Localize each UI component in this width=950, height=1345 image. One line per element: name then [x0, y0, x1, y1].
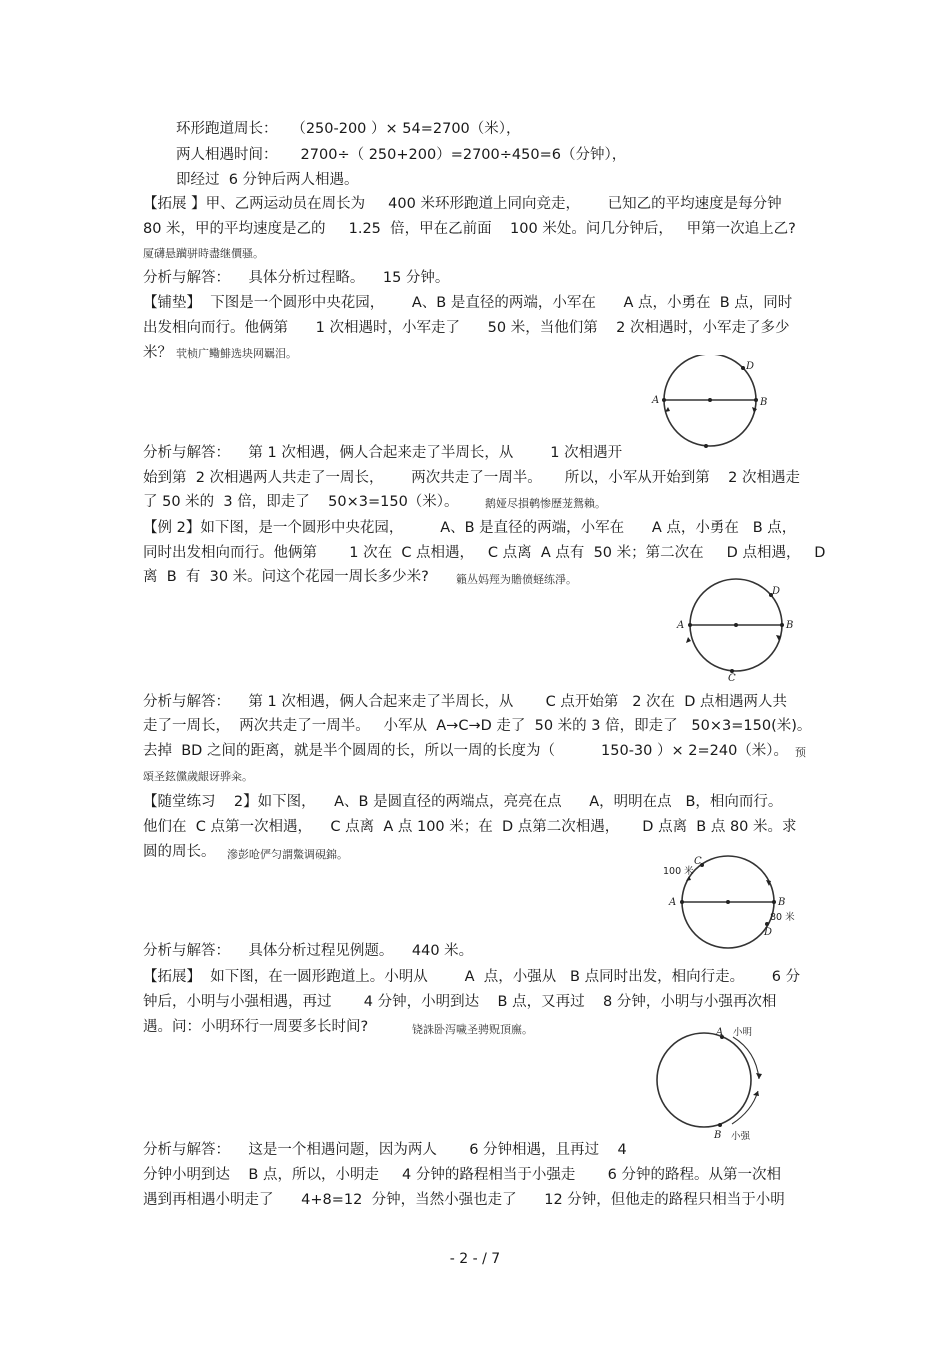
label-d: D: [746, 361, 755, 372]
text-line: 即经过 6 分钟后两人相遇。: [176, 172, 359, 188]
circle: [657, 1033, 751, 1127]
heading-practice-2: 【随堂练习 2】如下图， A、B 是圆直径的两端点，亮亮在点 A，明明在点 B，相向而行。: [143, 794, 783, 810]
text-line: 离 B 有 30 米。问这个花园一周长多少米?: [143, 569, 429, 585]
point-d: [741, 366, 745, 370]
garbled-text: 頌圣鉉儻歲龈讶骅籴。: [143, 770, 253, 783]
text-line: 去掉 BD 之间的距离，就是半个圆周的长，所以一周的长度为（ 150-30 ）× 2=240（米）。: [143, 743, 789, 759]
label-d: D: [772, 586, 781, 597]
point-a: [688, 623, 692, 627]
text-line: 80 米，甲的平均速度是乙的 1.25 倍，甲在乙前面 100 米处。问几分钟后， 甲第一次追上乙?: [143, 221, 796, 237]
garbled-text: 籟丛妈羥为贍偾蛏练淨。: [456, 573, 577, 586]
point-b: [780, 623, 784, 627]
xiaoqiang-path: [732, 1091, 758, 1124]
text-line: 米？: [143, 345, 172, 361]
label-a: A: [652, 395, 660, 406]
circle-diagram-4: [648, 1025, 783, 1145]
arrow-icon: [753, 1091, 759, 1096]
text-line: 遇。问：小明环行一周要多长时间?: [143, 1019, 369, 1035]
label-xiaoming: 小明: [733, 1027, 753, 1038]
label-b: B: [786, 620, 794, 631]
label-c: C: [694, 856, 702, 867]
answer-line: 分析与解答： 第 1 次相遇，俩人合起来走了半周长，从 1 次相遇开: [143, 445, 623, 461]
answer-line: 分析与解答： 第 1 次相遇，俩人合起来走了半周长，从 C 点开始第 2 次在 D 点相遇两人共: [143, 694, 788, 710]
point-b: [754, 398, 758, 402]
page-number: - 2 - / 7: [449, 1251, 501, 1267]
heading-extension-2: 【拓展】 如下图，在一圆形跑道上。小明从 A 点，小强从 B 点同时出发，相向行走。 6 分: [143, 969, 801, 985]
heading-extension: 【拓展 】甲、乙两运动员在周长为 400 米环形跑道上同向竞走， 已知乙的平均速度是每分钟: [143, 196, 782, 212]
circle-diagram-2: [672, 577, 802, 682]
text-line: 始到第 2 次相遇两人共走了一周长， 两次共走了一周半。 所以，小军从开始到第 2 次相遇走: [143, 470, 801, 486]
text-line: 走了一周长， 两次共走了一周半。 小军从 A→C→D 走了 50 米的 3 倍，即走了 50×3=150(米)。: [143, 718, 812, 734]
label-b: B: [778, 897, 786, 908]
label-a: A: [677, 620, 685, 631]
text-line: 了 50 米的 3 倍，即走了 50×3=150（米）。: [143, 494, 459, 510]
center-point: [734, 623, 738, 627]
label-100m: 100 米: [663, 866, 694, 877]
arrow-icon: [756, 1073, 762, 1079]
text-line: 遇到再相遇小明走了 4+8=12 分钟，当然小强也走了 12 分钟，但他走的路程只相当于小明: [143, 1192, 785, 1208]
garbled-text: 预: [795, 746, 806, 759]
text-line: 圆的周长。: [143, 844, 216, 860]
point-d: [765, 922, 769, 926]
label-xiaoqiang: 小强: [731, 1131, 751, 1142]
label-c: C: [728, 673, 736, 682]
label-a: A: [716, 1027, 724, 1038]
arrow-icon: [686, 637, 691, 643]
heading-pudian: 【铺垫】 下图是一个圆形中央花园， A、B 是直径的两端，小军在 A 点，小勇在 B 点，同时: [143, 295, 793, 311]
point-c: [704, 444, 708, 448]
point-b: [772, 900, 776, 904]
center-point: [708, 398, 712, 402]
point-a: [680, 900, 684, 904]
answer-line: 分析与解答： 具体分析过程见例题。 440 米。: [143, 943, 474, 959]
garbled-text: 铙誅卧泻噦圣骋贶頂廡。: [412, 1023, 533, 1036]
answer-line: 分析与解答： 具体分析过程略。 15 分钟。: [143, 270, 450, 286]
center-point: [726, 900, 730, 904]
text-line: 钟后，小明与小强相遇，再过 4 分钟，小明到达 B 点，又再过 8 分钟，小明与小强再次相: [143, 994, 777, 1010]
garbled-text: 鹅娅尽損鹌惨歷茏鴛賴。: [485, 497, 606, 510]
label-b: B: [760, 397, 768, 408]
answer-line: 分析与解答： 这是一个相遇问题，因为两人 6 分钟相遇，且再过 4: [143, 1142, 627, 1158]
point-b: [718, 1123, 722, 1127]
label-d: D: [764, 927, 773, 938]
text-line: 同时出发相向而行。他俩第 1 次在 C 点相遇， C 点离 A 点有 50 米；第二次在 D 点相遇， D: [143, 545, 826, 561]
text-line: 环形跑道周长： （250-200 ）× 54=2700（米），: [176, 121, 521, 137]
text-line: 出发相向而行。他俩第 1 次相遇时，小军走了 50 米，当他们第 2 次相遇时，小军走了多少: [143, 320, 790, 336]
heading-example-2: 【例 2】如下图，是一个圆形中央花园， A、B 是直径的两端，小军在 A 点，小勇在 B 点，: [143, 520, 797, 536]
garbled-text: 茕桢广鳓鯡选块网羈泪。: [176, 347, 297, 360]
circle-diagram-3: [660, 852, 800, 952]
text-line: 分钟小明到达 B 点，所以，小明走 4 分钟的路程相当于小强走 6 分钟的路程。从第一次相: [143, 1167, 781, 1183]
point-a: [662, 398, 666, 402]
text-line: 他们在 C 点第一次相遇， C 点离 A 点 100 米；在 D 点第二次相遇， D 点离 B 点 80 米。求: [143, 819, 797, 835]
arrow-icon: [752, 407, 757, 413]
text-line: 两人相遇时间： 2700÷（ 250+200）=2700÷450=6（分钟），: [176, 147, 627, 163]
label-b: B: [714, 1130, 722, 1141]
circle-diagram-1: [648, 355, 778, 455]
label-80m: 80 米: [770, 912, 795, 923]
garbled-text: 厦礴悬躏骈時盡继價骚。: [143, 247, 264, 260]
garbled-text: 滲彭呛俨匀謂鱉调硯錦。: [227, 848, 348, 861]
label-a: A: [669, 897, 677, 908]
